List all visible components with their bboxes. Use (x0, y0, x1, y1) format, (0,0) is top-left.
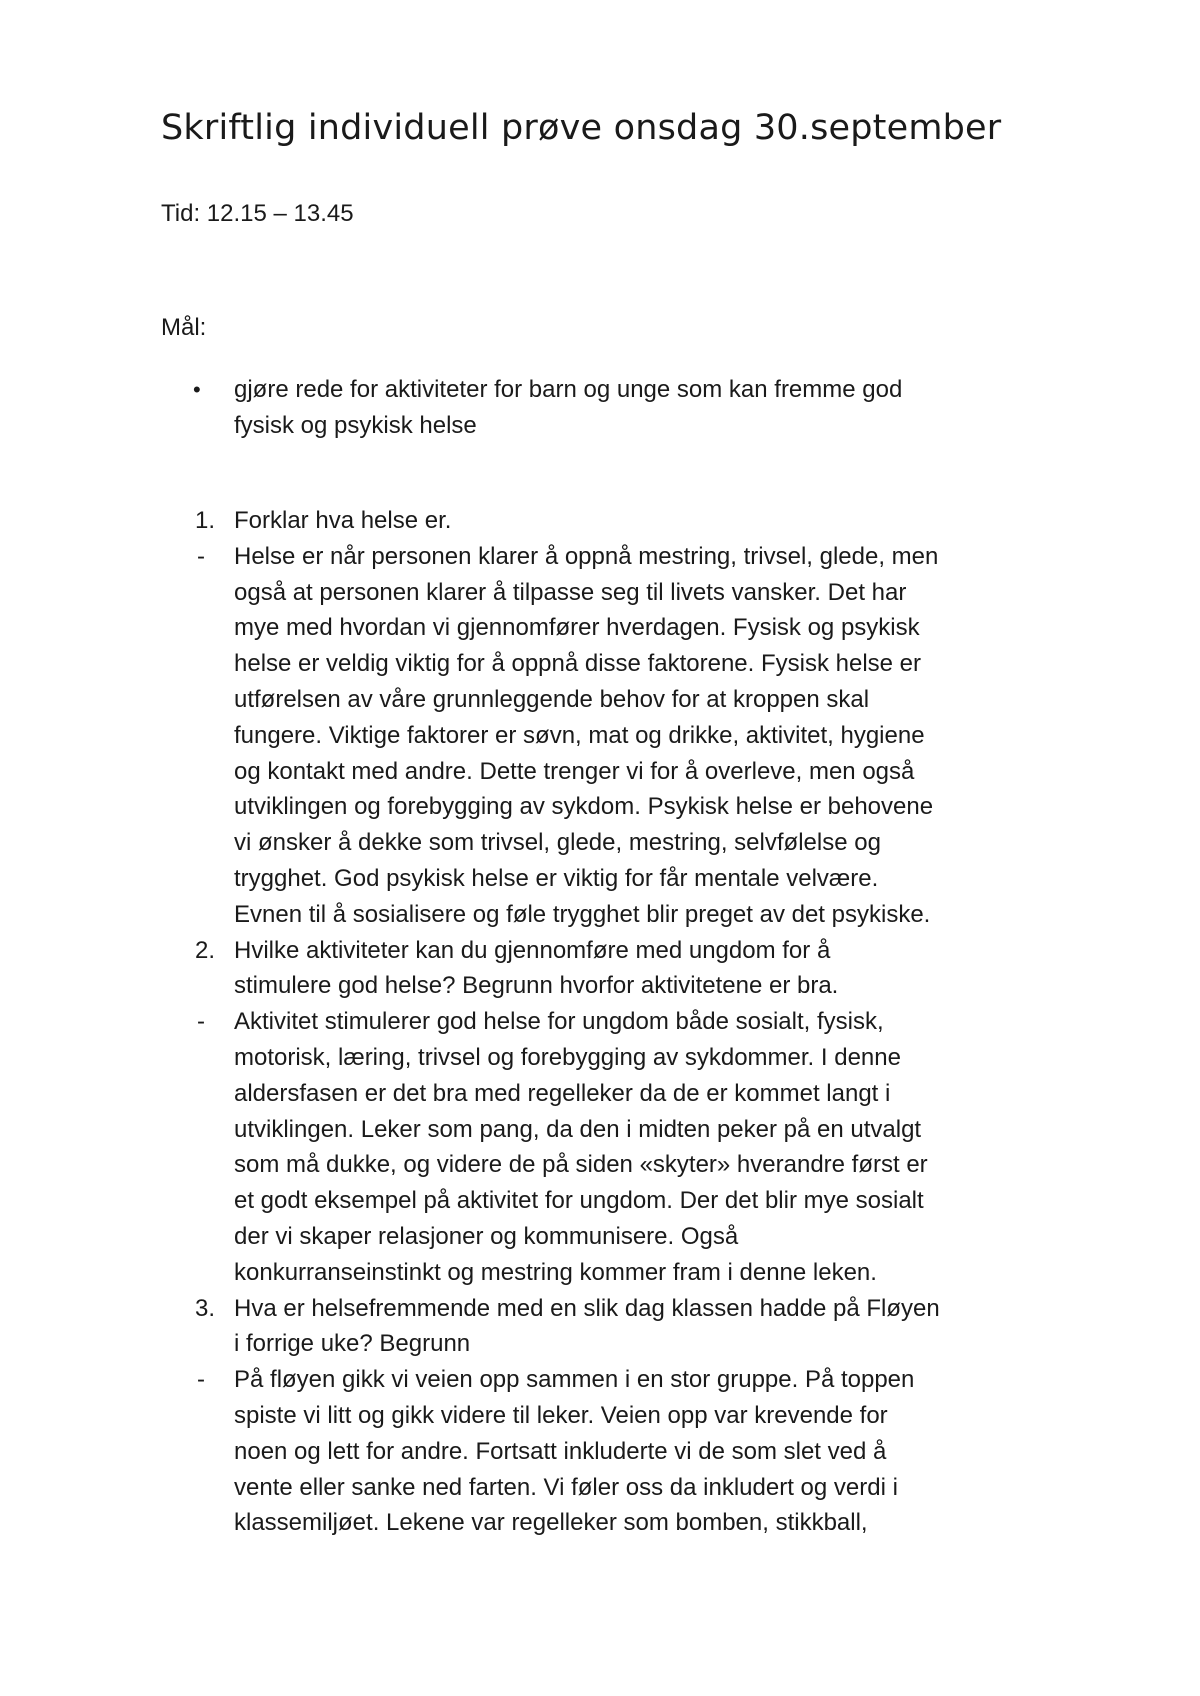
question-list (161, 503, 1061, 1541)
answer-line: som må dukke, og videre de på siden «skyter» hverandre først er (234, 1151, 928, 1179)
answer-item (161, 1362, 1061, 1541)
answer-line: Aktivitet stimulerer god helse for ungdom både sosialt, fysisk, (234, 1008, 884, 1036)
answer-line: konkurranseinstinkt og mestring kommer fram i denne leken. (234, 1258, 877, 1286)
answer-line: vente eller sanke ned farten. Vi føler oss da inkludert og verdi i (234, 1473, 898, 1501)
goal-item (161, 372, 1061, 444)
question-number: 2. (195, 936, 216, 964)
answer-line: og kontakt med andre. Dette trenger vi for å overleve, men også (234, 757, 915, 785)
answer-marker: - (197, 1366, 205, 1394)
question-item (161, 1291, 1061, 1363)
goal-line: fysisk og psykisk helse (234, 411, 477, 439)
answer-line: utviklingen. Leker som pang, da den i midten peker på en utvalgt (234, 1115, 922, 1143)
answer-line: motorisk, læring, trivsel og forebygging av sykdommer. I denne (234, 1043, 901, 1071)
question-line: Hvilke aktiviteter kan du gjennomføre med ungdom for å (234, 936, 831, 964)
answer-line: aldersfasen er det bra med regelleker da de er kommet langt i (234, 1079, 891, 1107)
answer-line: klassemiljøet. Lekene var regelleker som bomben, stikkball, (234, 1509, 868, 1537)
answer-line: fungere. Viktige faktorer er søvn, mat og drikke, aktivitet, hygiene (234, 721, 925, 749)
question-item (161, 503, 1061, 539)
document-title: Skriftlig individuell prøve onsdag 30.september (161, 108, 1002, 148)
answer-line: helse er veldig viktig for å oppnå disse faktorene. Fysisk helse er (234, 650, 922, 678)
goal-list (161, 372, 1061, 444)
answer-line: utviklingen og forebygging av sykdom. Psykisk helse er behovene (234, 793, 934, 821)
question-line: Hva er helsefremmende med en slik dag klassen hadde på Fløyen (234, 1294, 940, 1322)
answer-line: noen og lett for andre. Fortsatt inkluderte vi de som slet ved å (234, 1437, 887, 1465)
answer-line: et godt eksempel på aktivitet for ungdom. Der det blir mye sosialt (234, 1187, 924, 1215)
question-number: 3. (195, 1294, 216, 1322)
answer-line: også at personen klarer å tilpasse seg til livets vansker. Det har (234, 578, 907, 606)
question-number: 1. (195, 507, 216, 534)
answer-marker: - (197, 1008, 205, 1036)
question-item (161, 933, 1061, 1005)
question-line: i forrige uke? Begrunn (234, 1330, 471, 1358)
answer-line: trygghet. God psykisk helse er viktig for får mentale velvære. (234, 864, 879, 892)
answer-line: der vi skaper relasjoner og kommunisere. Også (234, 1222, 739, 1250)
goal-label: Mål: (161, 314, 207, 341)
answer-line: spiste vi litt og gikk videre til leker. Veien opp var krevende for (234, 1401, 888, 1429)
time-line: Tid: 12.15 – 13.45 (161, 200, 354, 227)
answer-item (161, 539, 1061, 933)
goal-line: gjøre rede for aktiviteter for barn og unge som kan fremme god (234, 376, 903, 403)
answer-line: vi ønsker å dekke som trivsel, glede, mestring, selvfølelse og (234, 829, 881, 857)
question-line: Forklar hva helse er. (234, 507, 452, 534)
answer-item (161, 1004, 1061, 1290)
bullet-icon: • (193, 377, 201, 402)
answer-line: utførelsen av våre grunnleggende behov for at kroppen skal (234, 685, 870, 713)
answer-line: På fløyen gikk vi veien opp sammen i en stor gruppe. På toppen (234, 1366, 915, 1394)
answer-marker: - (197, 542, 205, 570)
question-line: stimulere god helse? Begrunn hvorfor aktivitetene er bra. (234, 972, 839, 1000)
answer-line: mye med hvordan vi gjennomfører hverdagen. Fysisk og psykisk (234, 614, 920, 642)
answer-line: Evnen til å sosialisere og føle trygghet blir preget av det psykiske. (234, 900, 931, 928)
answer-line: Helse er når personen klarer å oppnå mestring, trivsel, glede, men (234, 542, 939, 570)
